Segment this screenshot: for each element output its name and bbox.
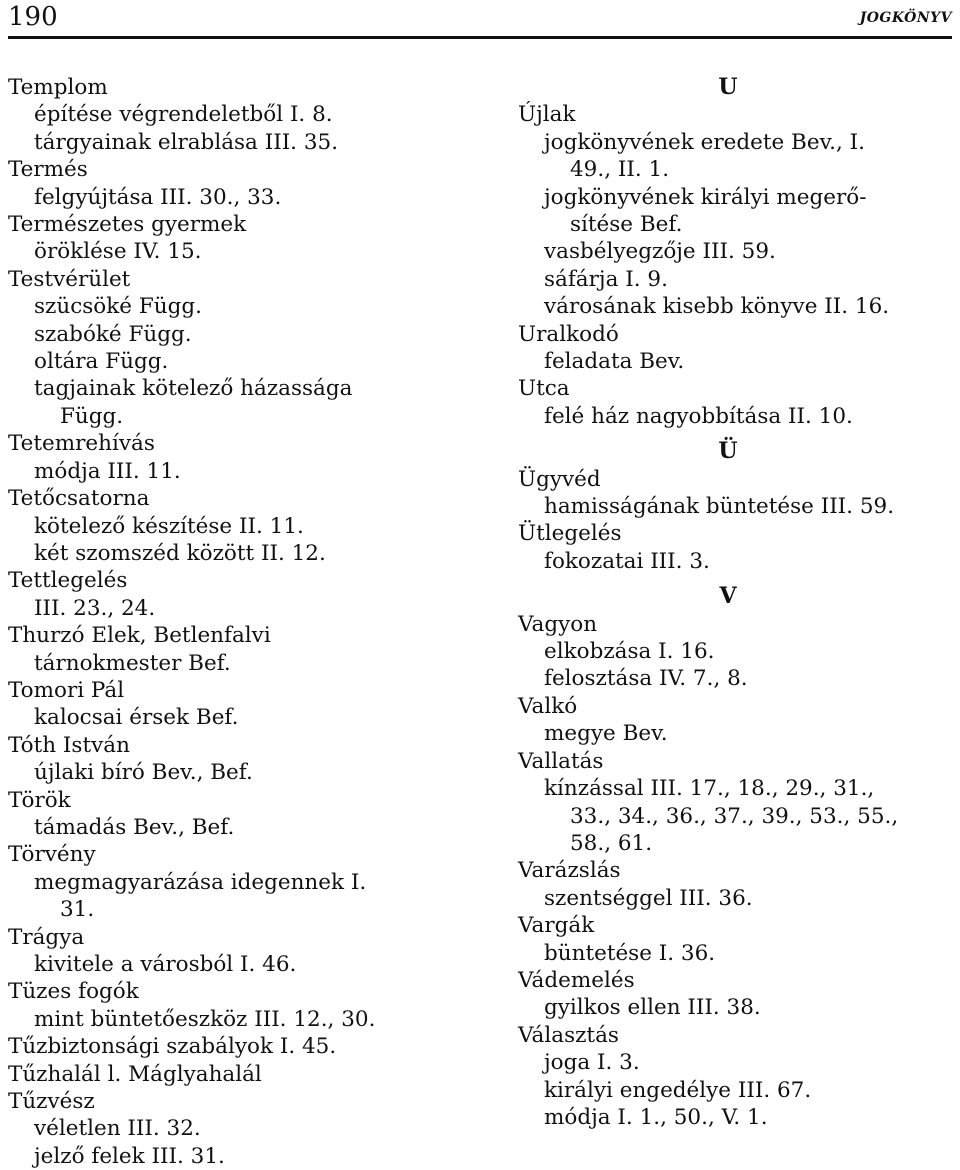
index-term: Trágya xyxy=(8,924,85,950)
index-term: Vallatás xyxy=(518,748,604,774)
index-subentry: feladata Bev. xyxy=(544,349,685,375)
index-term: Tetemrehívás xyxy=(8,431,155,457)
index-entry xyxy=(8,485,478,567)
index-subentry: építése végrendeletből I. 8. xyxy=(34,102,333,128)
index-subentry: két szomszéd között II. 12. xyxy=(34,540,326,566)
index-entry xyxy=(518,466,958,521)
index-term: Török xyxy=(8,787,71,813)
index-term: Uralkodó xyxy=(518,321,619,347)
index-term: Tüzes fogók xyxy=(8,979,139,1005)
index-entry xyxy=(8,1061,478,1088)
running-head: JOGKÖNYV xyxy=(859,10,952,26)
index-subentry-continuation: sítése Bef. xyxy=(570,212,683,238)
index-term: Termés xyxy=(8,157,88,183)
index-subentry: joga I. 3. xyxy=(544,1050,640,1076)
index-subentry: tagjainak kötelező házassága Függ. xyxy=(8,375,478,430)
index-term: Tóth István xyxy=(8,732,130,758)
index-term: Vargák xyxy=(518,913,595,939)
index-term: Valkó xyxy=(518,693,578,719)
index-term: Utca xyxy=(518,376,570,402)
index-entry xyxy=(8,1033,478,1060)
index-entry xyxy=(518,1022,958,1132)
index-subentry: fokozatai III. 3. xyxy=(544,548,710,574)
index-subentry: felé ház nagyobbítása II. 10. xyxy=(544,403,853,429)
right-column xyxy=(518,74,958,1131)
index-subentry: öröklése IV. 15. xyxy=(34,239,202,265)
index-term: Thurzó Elek, Betlenfalvi xyxy=(8,623,271,649)
index-entry xyxy=(518,101,958,320)
index-entry xyxy=(8,924,478,979)
index-term: Ütlegelés xyxy=(518,521,622,547)
index-term: Testvérület xyxy=(8,266,131,292)
index-subentry: véletlen III. 32. xyxy=(34,1116,201,1142)
index-subentry: jogkönyvének eredete Bev., I. 49., II. 1. xyxy=(518,129,958,184)
index-subentry: kalocsai érsek Bef. xyxy=(34,705,239,731)
index-subentry: városának kisebb könyve II. 16. xyxy=(544,294,890,320)
index-entry xyxy=(8,156,478,211)
index-term: Templom xyxy=(8,75,108,100)
index-entry xyxy=(8,978,478,1033)
index-term: Tettlegelés xyxy=(8,568,128,594)
index-term: Tűzhalál l. Máglyahalál xyxy=(8,1061,262,1087)
index-subentry-continuation: 49., II. 1. xyxy=(570,157,670,183)
index-entry xyxy=(518,912,958,967)
index-term: Tomori Pál xyxy=(8,677,125,703)
index-entry xyxy=(8,266,478,430)
index-entry xyxy=(8,1088,478,1170)
index-subentry-continuation: Függ. xyxy=(60,403,124,429)
index-subentry: hamisságának büntetése III. 59. xyxy=(544,494,895,520)
index-term: Varázslás xyxy=(518,858,621,884)
index-term: Újlak xyxy=(518,102,576,128)
index-subentry: tárgyainak elrablása III. 35. xyxy=(34,129,339,155)
index-entry xyxy=(8,732,478,787)
index-term: Vádemelés xyxy=(518,967,635,993)
index-subentry: megmagyarázása idegennek I. 31. xyxy=(8,869,478,924)
section-letter: Ü xyxy=(718,438,738,465)
index-entry xyxy=(518,967,958,1022)
index-subentry: III. 23., 24. xyxy=(34,595,156,621)
index-entry xyxy=(8,74,478,156)
index-subentry: mint büntetőeszköz III. 12., 30. xyxy=(34,1006,376,1032)
index-subentry: újlaki bíró Bev., Bef. xyxy=(34,760,253,786)
index-entry xyxy=(8,787,478,842)
index-term: Ügyvéd xyxy=(518,466,601,492)
index-subentry: megye Bev. xyxy=(544,721,668,747)
index-term: Tűzvész xyxy=(8,1089,95,1115)
index-entry xyxy=(8,430,478,485)
page-number: 190 xyxy=(8,2,58,32)
index-subentry-continuation: 33., 34., 36., 37., 39., 53., 55., xyxy=(570,803,899,829)
index-term: Tetőcsatorna xyxy=(8,486,150,512)
section-letter: U xyxy=(718,74,738,100)
index-entry xyxy=(8,677,478,732)
index-entry xyxy=(8,211,478,266)
section-gap xyxy=(518,430,958,438)
index-entry xyxy=(518,611,958,693)
index-subentry: királyi engedélye III. 67. xyxy=(544,1077,812,1103)
index-subentry: szentséggel III. 36. xyxy=(544,885,753,911)
index-entry xyxy=(8,622,478,677)
index-entry xyxy=(518,857,958,912)
index-subentry: szücsöké Függ. xyxy=(34,294,202,320)
index-subentry: módja III. 11. xyxy=(34,458,181,484)
index-term: Vagyon xyxy=(518,611,598,637)
index-subentry: elkobzása I. 16. xyxy=(544,639,715,665)
index-subentry: módja I. 1., 50., V. 1. xyxy=(544,1104,768,1130)
section-letter: V xyxy=(719,583,737,610)
index-term: Természetes gyermek xyxy=(8,212,247,238)
index-entry xyxy=(518,520,958,575)
index-entry xyxy=(518,375,958,430)
index-subentry: kínzással III. 17., 18., 29., 31., 33., 34., 36., 37., 39., 53., 55., 58., 61. xyxy=(518,775,958,857)
index-subentry-continuation: 58., 61. xyxy=(570,830,653,856)
index-subentry: felgyújtása III. 30., 33. xyxy=(34,184,282,210)
index-subentry: oltára Függ. xyxy=(34,349,169,375)
index-subentry: vasbélyegzője III. 59. xyxy=(544,239,776,265)
index-subentry: kivitele a városból I. 46. xyxy=(34,952,297,977)
index-subentry: támadás Bev., Bef. xyxy=(34,814,235,840)
index-subentry: szabóké Függ. xyxy=(34,321,192,347)
index-entry xyxy=(8,841,478,923)
index-subentry: jelző felek III. 31. xyxy=(34,1143,225,1169)
index-entry xyxy=(8,567,478,622)
index-subentry: gyilkos ellen III. 38. xyxy=(544,995,761,1021)
index-subentry: tárnokmester Bef. xyxy=(34,650,231,676)
index-subentry: sáfárja I. 9. xyxy=(544,266,668,292)
index-term: Tűzbiztonsági szabályok I. 45. xyxy=(8,1034,337,1060)
index-subentry: büntetése I. 36. xyxy=(544,940,716,966)
page-header xyxy=(8,0,952,39)
index-entry xyxy=(518,748,958,858)
index-subentry: felosztása IV. 7., 8. xyxy=(544,666,748,692)
left-column xyxy=(8,74,478,1170)
index-entry xyxy=(518,321,958,376)
index-subentry-continuation: 31. xyxy=(60,897,95,923)
index-entry xyxy=(518,693,958,748)
section-gap xyxy=(518,575,958,583)
index-subentry: kötelező készítése II. 11. xyxy=(34,513,304,539)
index-term: Törvény xyxy=(8,842,96,868)
index-term: Választás xyxy=(518,1022,619,1048)
index-subentry: jogkönyvének királyi megerő- sítése Bef. xyxy=(518,184,958,239)
